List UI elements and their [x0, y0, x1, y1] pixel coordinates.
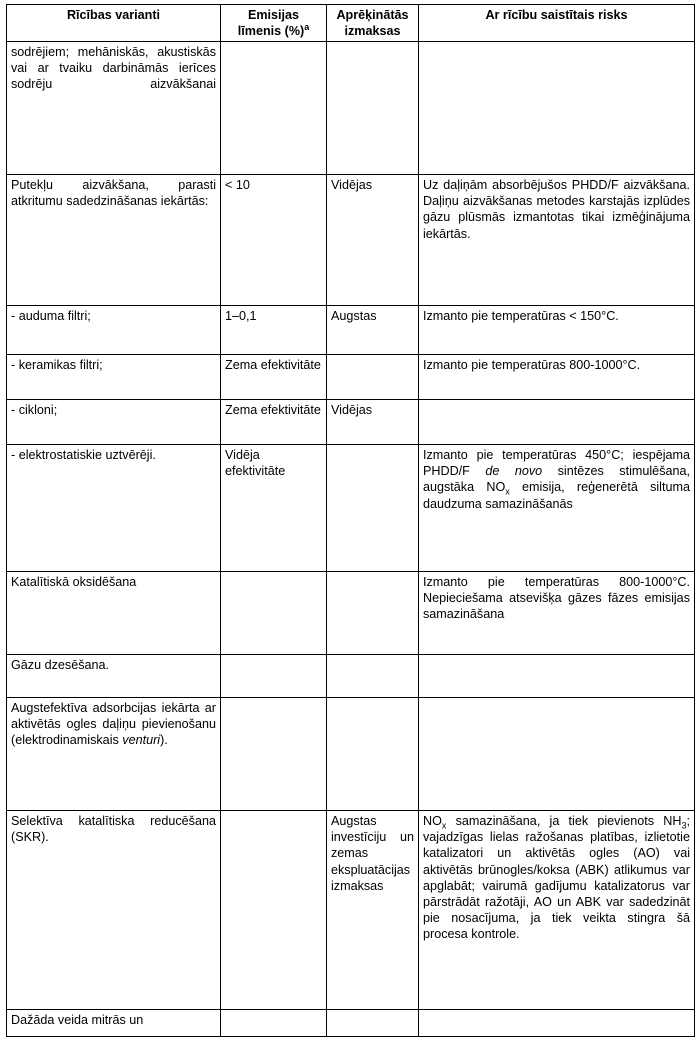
- risk-text-2: sintēzes stimulēšana, augstāka NO: [423, 464, 690, 495]
- cell-emission: [221, 42, 327, 175]
- risk-text-italic: de novo: [485, 464, 543, 479]
- variant-text-italic: venturi: [122, 733, 161, 748]
- table-row: [7, 355, 695, 400]
- cell-emission: Vidēja efektivitāte: [221, 445, 327, 572]
- risk-text-2: samazināšana, ja tiek pievienots NH: [446, 814, 682, 829]
- table-row: [7, 42, 695, 175]
- cell-emission: [221, 811, 327, 1010]
- risk-text-1: NO: [423, 814, 442, 829]
- cell-cost: [327, 698, 419, 811]
- column-header-emission: [221, 5, 327, 42]
- risk-subscript-3: 3: [681, 820, 687, 831]
- cell-emission: Zema efektivitāte: [221, 355, 327, 400]
- cell-risk: [419, 445, 695, 572]
- variant-text-2: ).: [160, 733, 168, 748]
- emission-measures-table: [6, 4, 695, 1037]
- risk-subscript: x: [505, 486, 510, 497]
- cell-emission: [221, 572, 327, 655]
- cell-variant: Katalītiskā oksidēšana: [7, 572, 221, 655]
- cell-variant: - cikloni;: [7, 400, 221, 445]
- cell-risk: Izmanto pie temperatūras 800-1000°C.: [419, 355, 695, 400]
- cell-variant: - keramikas filtri;: [7, 355, 221, 400]
- column-header-emission-text: Emisijas līmenis (%): [237, 8, 305, 39]
- cell-risk: Izmanto pie temperatūras 800-1000°C. Nepieciešama atsevišķa gāzes fāzes emisijas samazināšana: [419, 572, 695, 655]
- cell-variant: [7, 698, 221, 811]
- risk-text-3: ; vajadzīgas lielas ražošanas platības, izlietotie katalizatori un aktivētās ogles (AO) vai aktivētās brūnogles/koksa (ABK) atlikumus var apglabāt; vairumā gadījumu katalizatorus var pārstrādāt ražotāji, AO un ABK var sadedzināt pie nosacījuma, ja tiek veikta stingra šā procesa kontrole.: [423, 814, 690, 941]
- cell-emission: [221, 1010, 327, 1037]
- table-header-row: [7, 5, 695, 42]
- risk-text-1: Izmanto pie temperatūras 450°C; iespējama PHDD/F: [423, 448, 690, 479]
- table-header: [7, 5, 695, 42]
- table-row: [7, 1010, 695, 1037]
- cell-emission: 1–0,1: [221, 306, 327, 355]
- cell-variant: - elektrostatiskie uztvērēji.: [7, 445, 221, 572]
- table-row: [7, 400, 695, 445]
- table-row: [7, 572, 695, 655]
- cell-cost: [327, 572, 419, 655]
- table-row: [7, 698, 695, 811]
- cell-cost: [327, 655, 419, 698]
- cell-emission: Zema efektivitāte: [221, 400, 327, 445]
- cell-cost: Augstas: [327, 306, 419, 355]
- cell-variant: sodrējiem; mehāniskās, akustiskās vai ar tvaiku darbināmās ierīces sodrēju aizvākšanai: [7, 42, 221, 175]
- cell-variant: Gāzu dzesēšana.: [7, 655, 221, 698]
- cell-emission: [221, 698, 327, 811]
- cell-cost: Vidējas: [327, 175, 419, 306]
- cell-risk: [419, 655, 695, 698]
- table-row: [7, 811, 695, 1010]
- cell-risk: [419, 811, 695, 1010]
- cell-risk: Izmanto pie temperatūras < 150°C.: [419, 306, 695, 355]
- cell-risk: [419, 42, 695, 175]
- cell-variant: Selektīva katalītiska reducēšana (SKR).: [7, 811, 221, 1010]
- column-header-cost: Aprēķinātās izmaksas: [327, 5, 419, 42]
- footnote-marker: a: [304, 21, 310, 32]
- cell-cost: [327, 355, 419, 400]
- cell-variant: Dažāda veida mitrās un: [7, 1010, 221, 1037]
- cell-emission: < 10: [221, 175, 327, 306]
- cell-cost: Augstas investīciju un zemas ekspluatācijas izmaksas: [327, 811, 419, 1010]
- risk-subscript-x: x: [441, 820, 447, 831]
- cell-variant: - auduma filtri;: [7, 306, 221, 355]
- table-row: [7, 655, 695, 698]
- cell-cost: [327, 1010, 419, 1037]
- variant-text-1: Augstefektīva adsorbcijas iekārta ar aktivētās ogles daļiņu pievienošanu (elektrodinamiskais: [11, 701, 216, 748]
- cell-risk: Uz daļiņām absorbējušos PHDD/F aizvākšana. Daļiņu aizvākšanas metodes karstajās izplūdes gāzu plūsmās izmantotas tikai izmēģinājuma iekārtās.: [419, 175, 695, 306]
- cell-emission: [221, 655, 327, 698]
- cell-variant: Putekļu aizvākšana, parasti atkritumu sadedzināšanas iekārtās:: [7, 175, 221, 306]
- cell-risk: [419, 400, 695, 445]
- column-header-variant: Rīcības varianti: [7, 5, 221, 42]
- table-row: [7, 175, 695, 306]
- cell-cost: [327, 445, 419, 572]
- table-row: [7, 306, 695, 355]
- table-body: [7, 42, 695, 1037]
- cell-risk: [419, 698, 695, 811]
- risk-text-3: emisija, reģenerētā siltuma daudzuma samazināšanās: [423, 480, 690, 511]
- table-row: [7, 445, 695, 572]
- cell-risk: [419, 1010, 695, 1037]
- cell-cost: [327, 42, 419, 175]
- cell-cost: Vidējas: [327, 400, 419, 445]
- column-header-risk: Ar rīcību saistītais risks: [419, 5, 695, 42]
